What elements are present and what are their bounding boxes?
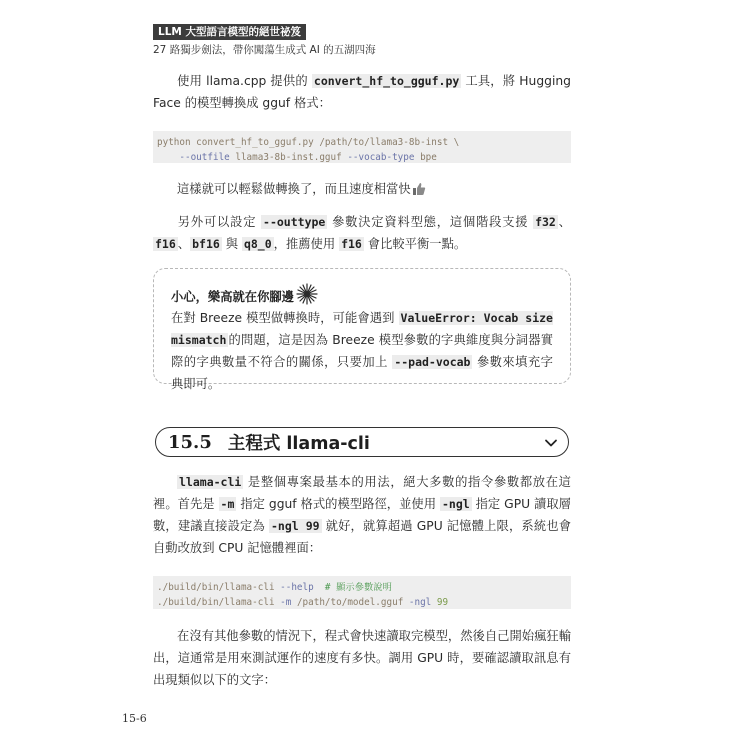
code-text: llama3-8b-inst.gguf xyxy=(229,152,348,163)
text-segment: ，推薦使用 xyxy=(273,237,336,251)
section-heading xyxy=(155,427,569,457)
text-segment: 另外可以設定 xyxy=(177,215,257,229)
inline-code: f16 xyxy=(155,237,176,251)
burst-icon xyxy=(296,283,318,309)
page-number: 15-6 xyxy=(122,712,147,725)
inline-code: llama-cli xyxy=(179,475,242,489)
chevron-down-icon xyxy=(544,435,558,454)
code-option: --vocab-type xyxy=(347,152,415,163)
text-segment: 會比較平衡一點。 xyxy=(367,237,467,251)
text-segment: 就好，就算超過 GPU 記憶體上限，系統也會自動改放到 CPU 記憶體裡面： xyxy=(153,519,571,555)
code-option: --outfile xyxy=(179,152,230,163)
paragraph-outtype xyxy=(153,211,571,255)
inline-code: -ngl xyxy=(441,497,470,511)
thumbs-up-icon xyxy=(412,181,426,203)
code-option: -m xyxy=(280,597,292,608)
inline-code: ValueError: Vocab size mismatch xyxy=(171,311,553,347)
text-segment: 在沒有其他參數的情況下，程式會快速讀取完模型，然後自己開始瘋狂輸出，這通常是用來測試運作的速度有多快。調用 GPU 時，要確認讀取訊息有出現類似以下的文字： xyxy=(153,629,571,687)
code-block-convert xyxy=(153,131,571,163)
paragraph-easy-convert xyxy=(153,178,571,203)
inline-code: --pad-vocab xyxy=(394,355,471,369)
section-title: 主程式 llama-cli xyxy=(227,433,370,454)
text-segment: 這樣就可以輕鬆做轉換了，而且速度相當快 xyxy=(177,182,411,196)
code-text: ./build/bin/llama-cli xyxy=(157,582,281,593)
book-subtitle: 27 路獨步劍法，帶你闖蕩生成式 AI 的五湖四海 xyxy=(153,44,376,56)
inline-code: convert_hf_to_gguf.py xyxy=(313,74,460,88)
text-segment: 在對 Breeze 模型做轉換時，可能會遇到 xyxy=(171,311,395,325)
text-segment: 使用 llama.cpp 提供的 xyxy=(177,74,308,88)
text-segment: 指定 gguf 格式的模型路徑，並使用 xyxy=(240,497,437,511)
section-number: 15.5 xyxy=(168,431,212,453)
text-segment: 工具，將 Hugging Face 的模型轉換成 gguf 格式： xyxy=(153,74,571,110)
code-text: ./build/bin/llama-cli xyxy=(157,597,281,608)
text-segment: 指定 GPU 讀取層數，建議直接設定為 xyxy=(153,497,571,533)
inline-code: -m xyxy=(220,497,235,511)
text-segment: 是整個專案最基本的用法，絕大多數的指令參數都放在這裡。首先是 xyxy=(153,475,571,511)
text-segment: 與 xyxy=(225,237,239,251)
warning-title: 小心，樂高就在你腳邊 xyxy=(171,290,294,304)
code-option: -ngl xyxy=(408,597,432,608)
inline-code: --outtype xyxy=(263,215,326,229)
code-number: 99 xyxy=(431,597,449,608)
text-segment: 、 xyxy=(557,215,571,229)
code-block-llama-cli xyxy=(153,576,571,609)
inline-code: bf16 xyxy=(192,237,220,251)
code-comment: # 顯示參數說明 xyxy=(313,582,392,593)
text-segment: 、 xyxy=(177,237,191,251)
warning-body xyxy=(171,307,553,395)
book-title-tag: LLM 大型語言模型的絕世祕笈 xyxy=(153,24,306,40)
code-line: python convert_hf_to_gguf.py /path/to/llama3-8b-inst \ xyxy=(157,137,460,148)
inline-code: f32 xyxy=(535,215,556,229)
code-text: bpe xyxy=(414,152,437,163)
inline-code: q8_0 xyxy=(243,237,272,251)
code-text: /path/to/model.gguf xyxy=(291,597,409,608)
inline-code: f16 xyxy=(341,237,362,251)
text-segment: 的問題，這是因為 Breeze 模型參數的字典維度與分詞器實際的字典數量不符合的關係，只要加上 xyxy=(171,333,553,369)
paragraph-llama-cli xyxy=(153,471,571,559)
text-segment: 參數來填充字典即可。 xyxy=(171,355,553,391)
paragraph-gpu-test xyxy=(153,625,571,691)
inline-code: -ngl 99 xyxy=(271,519,320,533)
paragraph-convert-intro xyxy=(153,70,571,114)
code-option: --help xyxy=(280,582,314,593)
text-segment: 參數決定資料型態，這個階段支援 xyxy=(332,215,529,229)
